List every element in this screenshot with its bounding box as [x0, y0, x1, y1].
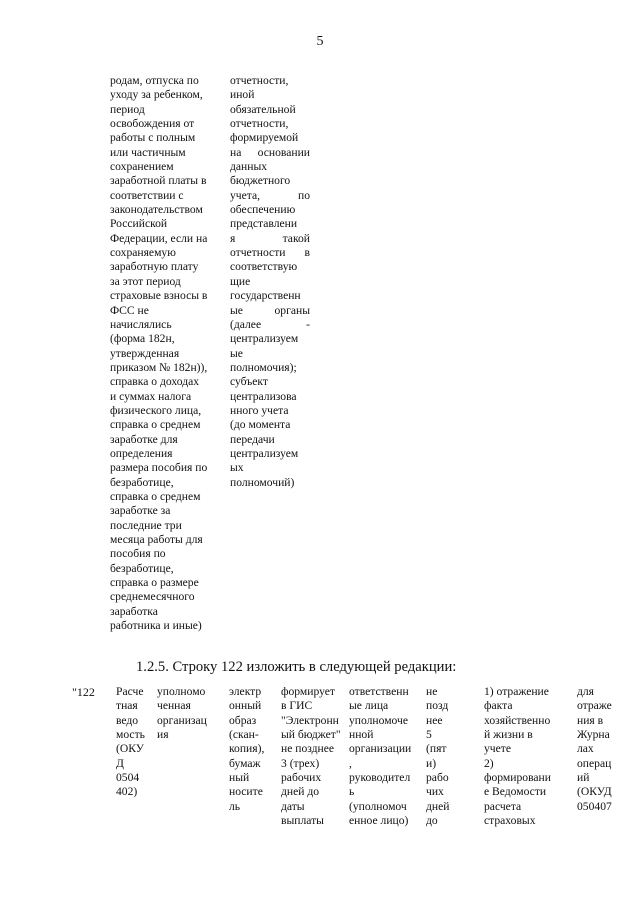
table-cell-line: (ОКУ [116, 742, 144, 756]
right-column-word: учета, [230, 188, 261, 202]
table-cell-line: операц [577, 756, 612, 770]
left-column-line: и суммах налога [110, 389, 192, 403]
left-column-line: справка о среднем [110, 418, 201, 432]
table-cell-line: формирует [281, 685, 335, 698]
right-column-word: щие [230, 274, 251, 288]
right-column-word: субъект [230, 375, 268, 389]
table-cell-line: 0504 [116, 771, 140, 785]
right-column-line [230, 332, 310, 346]
table-cell-line: дней до [281, 785, 320, 799]
transfer-term-cell [426, 685, 449, 828]
right-column-word: в [304, 246, 310, 260]
right-column-word: ые [230, 346, 243, 360]
right-column-line [230, 74, 310, 88]
table-cell-line: ый бюджет" [281, 728, 341, 742]
table-cell-line: 1) отражение [484, 685, 549, 698]
left-column-line: справка о среднем [110, 489, 201, 503]
right-column-word: ые [230, 303, 243, 317]
right-column-line [230, 246, 310, 260]
table-cell-line: 050407 [577, 799, 612, 813]
table-cell-line: Журна [577, 728, 610, 742]
right-column-word: органы [274, 303, 310, 317]
left-column-line: безработице, [110, 561, 174, 575]
table-cell-line: ий [577, 771, 590, 785]
table-cell-line: рабочих [281, 771, 322, 785]
right-column-word: иной [230, 88, 255, 102]
right-column-line [230, 433, 310, 447]
table-cell-line: образ [229, 713, 257, 727]
right-column-line [230, 131, 310, 145]
right-column-word: такой [282, 231, 310, 245]
table-cell-line: 2) [484, 756, 494, 770]
table-cell-line: копия), [229, 742, 265, 756]
right-column-word: основании [257, 145, 310, 159]
left-column-line: за этот период [110, 274, 181, 288]
left-column-line: работы с полным [110, 131, 196, 145]
table-cell-line: ль [229, 799, 241, 813]
right-column-line [230, 375, 310, 389]
table-cell-line: ведо [116, 713, 139, 727]
table-cell-line: (уполномоч [349, 799, 407, 813]
table-cell-line: не позднее [281, 742, 335, 756]
right-column-line [230, 347, 310, 361]
table-cell-line: в ГИС [281, 699, 313, 713]
left-column-line: месяца работы для [110, 533, 203, 546]
table-cell-line: выплаты [281, 814, 324, 828]
right-column-line [230, 174, 310, 188]
table-cell-line: ченная [157, 699, 191, 713]
right-column-line [230, 318, 310, 332]
right-column-line [230, 160, 310, 174]
left-column-line: среднемесячного [110, 590, 195, 604]
deadline-cell [281, 685, 341, 828]
left-column-line: пособия по [110, 547, 166, 561]
table-cell-line: чих [426, 785, 444, 799]
left-column-line: заработке за [110, 504, 171, 518]
right-column-word: на [230, 145, 242, 159]
right-column-word: отчетности, [230, 117, 289, 131]
right-column-word: ых [230, 461, 244, 475]
table-cell-line: ь [349, 785, 355, 799]
right-column-word: отчетности, [230, 74, 289, 87]
left-column-line: последние три [110, 518, 182, 532]
left-column-line: размера пособия по [110, 461, 208, 475]
right-column-word: передачи [230, 432, 275, 446]
table-cell-line: ия [157, 728, 169, 742]
right-column-line [230, 260, 310, 274]
right-column-line [230, 146, 310, 160]
right-column-line [230, 275, 310, 289]
right-column-word: нного учета [230, 403, 289, 417]
page-number: 5 [316, 34, 324, 49]
left-column-line: соответствии с [110, 188, 184, 202]
table-cell-line: , [349, 756, 352, 770]
table-cell-line: позд [426, 699, 449, 713]
right-column-line [230, 289, 310, 303]
left-column-line: заработка [110, 604, 158, 618]
table-cell-line: для [577, 685, 595, 698]
table-cell-line: уполномоче [349, 713, 409, 727]
table-cell-line: ный [229, 771, 250, 785]
left-column-line: период [110, 102, 145, 116]
table-cell-line: страховых [484, 814, 536, 828]
right-column-line [230, 304, 310, 318]
table-cell-line: организац [157, 713, 207, 727]
table-cell-line: 402) [116, 785, 138, 799]
table-cell-line: 3 (трех) [281, 756, 320, 770]
left-column-line: безработице, [110, 475, 174, 489]
right-column-word: обязательной [230, 102, 296, 116]
right-column-word: я [230, 231, 236, 245]
right-column-word: полномочий) [230, 475, 295, 489]
table-cell-line: й жизни в [484, 728, 533, 742]
left-column-line: работника и иные) [110, 619, 202, 633]
right-column-word: централизуем [230, 332, 299, 346]
table-cell-line: мость [116, 728, 145, 742]
table-cell-line: организации [349, 742, 412, 756]
table-cell-line: (пят [426, 742, 447, 756]
table-cell-line: бумаж [229, 756, 261, 770]
left-column-line: Федерации, если на [110, 231, 208, 245]
table-cell-line: электр [229, 685, 262, 698]
row-122-number: "122 [72, 685, 95, 699]
table-cell-line: ые лица [349, 699, 389, 713]
left-column-line: приказом № 182н)), [110, 360, 208, 374]
left-column-line: освобождения от [110, 117, 195, 131]
left-column-line: ФСС не [110, 303, 149, 317]
table-cell-line: не [426, 685, 438, 698]
table-cell-line: учете [484, 742, 511, 756]
table-cell-line: "Электронн [281, 713, 339, 727]
table-cell-line: рабо [426, 771, 449, 785]
left-column-line: родам, отпуска по [110, 74, 199, 87]
table-cell-line: енное лицо) [349, 814, 409, 828]
continued-reporting-column [230, 74, 310, 490]
right-column-line [230, 217, 310, 231]
format-cell [229, 685, 264, 814]
right-column-line [230, 103, 310, 117]
right-column-word: бюджетного [230, 174, 291, 188]
right-column-word: данных [230, 160, 268, 174]
table-cell-line: и) [426, 756, 437, 770]
right-column-line [230, 203, 310, 217]
left-column-line: (форма 182н, [110, 332, 175, 346]
table-cell-line: расчета [484, 799, 522, 813]
left-column-line: законодательством [110, 203, 203, 217]
right-column-line [230, 461, 310, 475]
table-cell-line: носите [229, 785, 263, 799]
table-cell-line: нее [426, 713, 443, 727]
right-column-word: (далее [230, 317, 262, 331]
right-column-line [230, 189, 310, 203]
table-cell-line: факта [484, 699, 513, 713]
table-cell-line: лах [577, 742, 594, 756]
table-cell-line: до [426, 814, 438, 828]
right-column-word: соответствую [230, 260, 298, 274]
table-cell-line: нной [349, 728, 374, 742]
table-cell-line: руководител [349, 771, 411, 785]
left-column-line: заработке для [110, 432, 178, 446]
right-column-line [230, 232, 310, 246]
left-column-line: справка о доходах [110, 375, 200, 389]
right-column-line [230, 390, 310, 404]
left-column-line: справка о размере [110, 576, 199, 590]
right-column-line [230, 88, 310, 102]
right-column-word: формируемой [230, 131, 299, 145]
continued-documents-column [110, 74, 228, 633]
table-cell-line: онный [229, 699, 262, 713]
left-column-line: заработной платы в [110, 174, 207, 188]
right-column-word: по [297, 188, 310, 202]
table-cell-line: 5 [426, 728, 432, 742]
amendment-heading: 1.2.5. Строку 122 изложить в следующей редакции: [136, 659, 457, 675]
left-column-line: определения [110, 446, 173, 460]
table-cell-line: дней [426, 799, 450, 813]
left-column-line: сохраняемую [110, 246, 176, 260]
left-column-line: начислялись [110, 317, 172, 331]
right-column-word: централизуем [230, 446, 299, 460]
table-cell-line: тная [116, 699, 138, 713]
purpose-cell [484, 685, 551, 828]
left-column-line: Российской [110, 217, 168, 231]
table-cell-line: е Ведомости [484, 785, 547, 799]
right-column-word: отчетности [230, 246, 286, 260]
table-cell-line: ния в [577, 713, 604, 727]
table-cell-line: даты [281, 799, 305, 813]
right-column-word: обеспечению [230, 203, 296, 217]
right-column-word: представлени [230, 217, 298, 231]
journal-cell [577, 685, 612, 814]
table-cell-line: хозяйственно [484, 713, 551, 727]
left-column-line: страховые взносы в [110, 289, 208, 303]
table-cell-line: отраже [577, 699, 612, 713]
table-cell-line: (ОКУД [577, 785, 612, 799]
right-column-word: централизова [230, 389, 297, 403]
left-column-line: утвержденная [110, 346, 180, 360]
table-cell-line: Д [116, 756, 124, 770]
signer-cell [349, 685, 411, 828]
right-column-word: (до момента [230, 418, 291, 432]
table-cell-line: ответственн [349, 685, 409, 698]
left-column-line: или частичным [110, 145, 186, 159]
right-column-word: полномочия); [230, 360, 297, 374]
left-column-line: заработную плату [110, 260, 199, 274]
left-column-line: физического лица, [110, 403, 202, 417]
form-name-cell [116, 685, 145, 800]
compiler-cell [157, 685, 207, 742]
left-column-line: уходу за ребенком, [110, 88, 203, 102]
right-column-word: государственн [230, 289, 301, 303]
right-column-line [230, 404, 310, 418]
right-column-line [230, 418, 310, 432]
left-column-line: сохранением [110, 160, 174, 174]
right-column-line [230, 476, 310, 490]
table-cell-line: Расче [116, 685, 144, 698]
right-column-word: - [306, 317, 310, 331]
right-column-line [230, 117, 310, 131]
right-column-line [230, 361, 310, 375]
table-cell-line: формировани [484, 771, 551, 785]
table-cell-line: уполномо [157, 685, 206, 698]
table-cell-line: (скан- [229, 728, 259, 742]
right-column-line [230, 447, 310, 461]
